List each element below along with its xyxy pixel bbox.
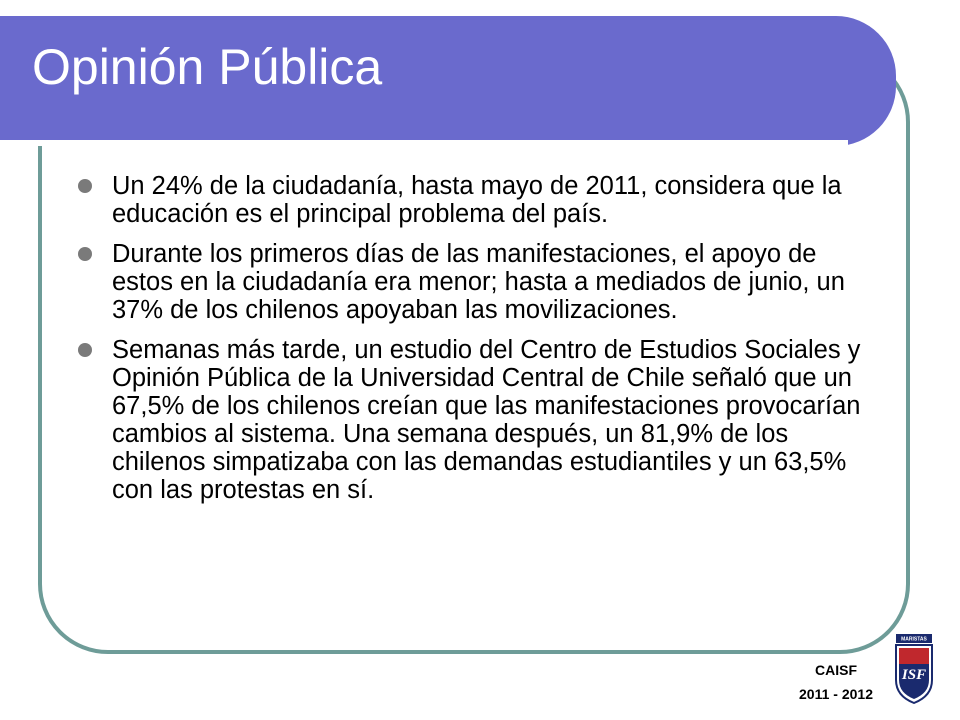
footer-caption — [780, 658, 892, 706]
bullet-dot-icon — [78, 179, 92, 193]
bullet-dot-icon — [78, 343, 92, 357]
logo-shield-top — [899, 648, 929, 664]
slide-title: Opinión Pública — [32, 39, 383, 95]
bullet-text: Durante los primeros días de las manifestaciones, el apoyo de estos en la ciudadanía era menor; hasta a mediados de junio, un 37% de los chilenos apoyaban las movilizaciones. — [112, 240, 845, 324]
maristas-shield-logo — [894, 634, 934, 704]
bullet-item — [74, 336, 884, 504]
title-underline — [0, 140, 848, 146]
bullet-text: Un 24% de la ciudadanía, hasta mayo de 2011, considera que la educación es el principal problema del país. — [112, 172, 842, 228]
footer-org: CAISF — [815, 662, 857, 678]
bullet-item — [74, 172, 884, 228]
logo-banner-text: MARISTAS — [901, 636, 927, 643]
bullet-list — [74, 172, 884, 516]
bullet-dot-icon — [78, 247, 92, 261]
footer-years: 2011 - 2012 — [799, 686, 873, 702]
bullet-item — [74, 240, 884, 324]
logo-letters: ISF — [901, 667, 927, 683]
bullet-text: Semanas más tarde, un estudio del Centro de Estudios Sociales y Opinión Pública de la Universidad Central de Chile señaló que un 67,5% de los chilenos creían que las manifestaciones provocarían cambios al sistema. Una semana después, un 81,9% de los chilenos simpatizaba con las demandas estudiantiles y un 63,5% con las protestas en sí. — [112, 336, 861, 504]
